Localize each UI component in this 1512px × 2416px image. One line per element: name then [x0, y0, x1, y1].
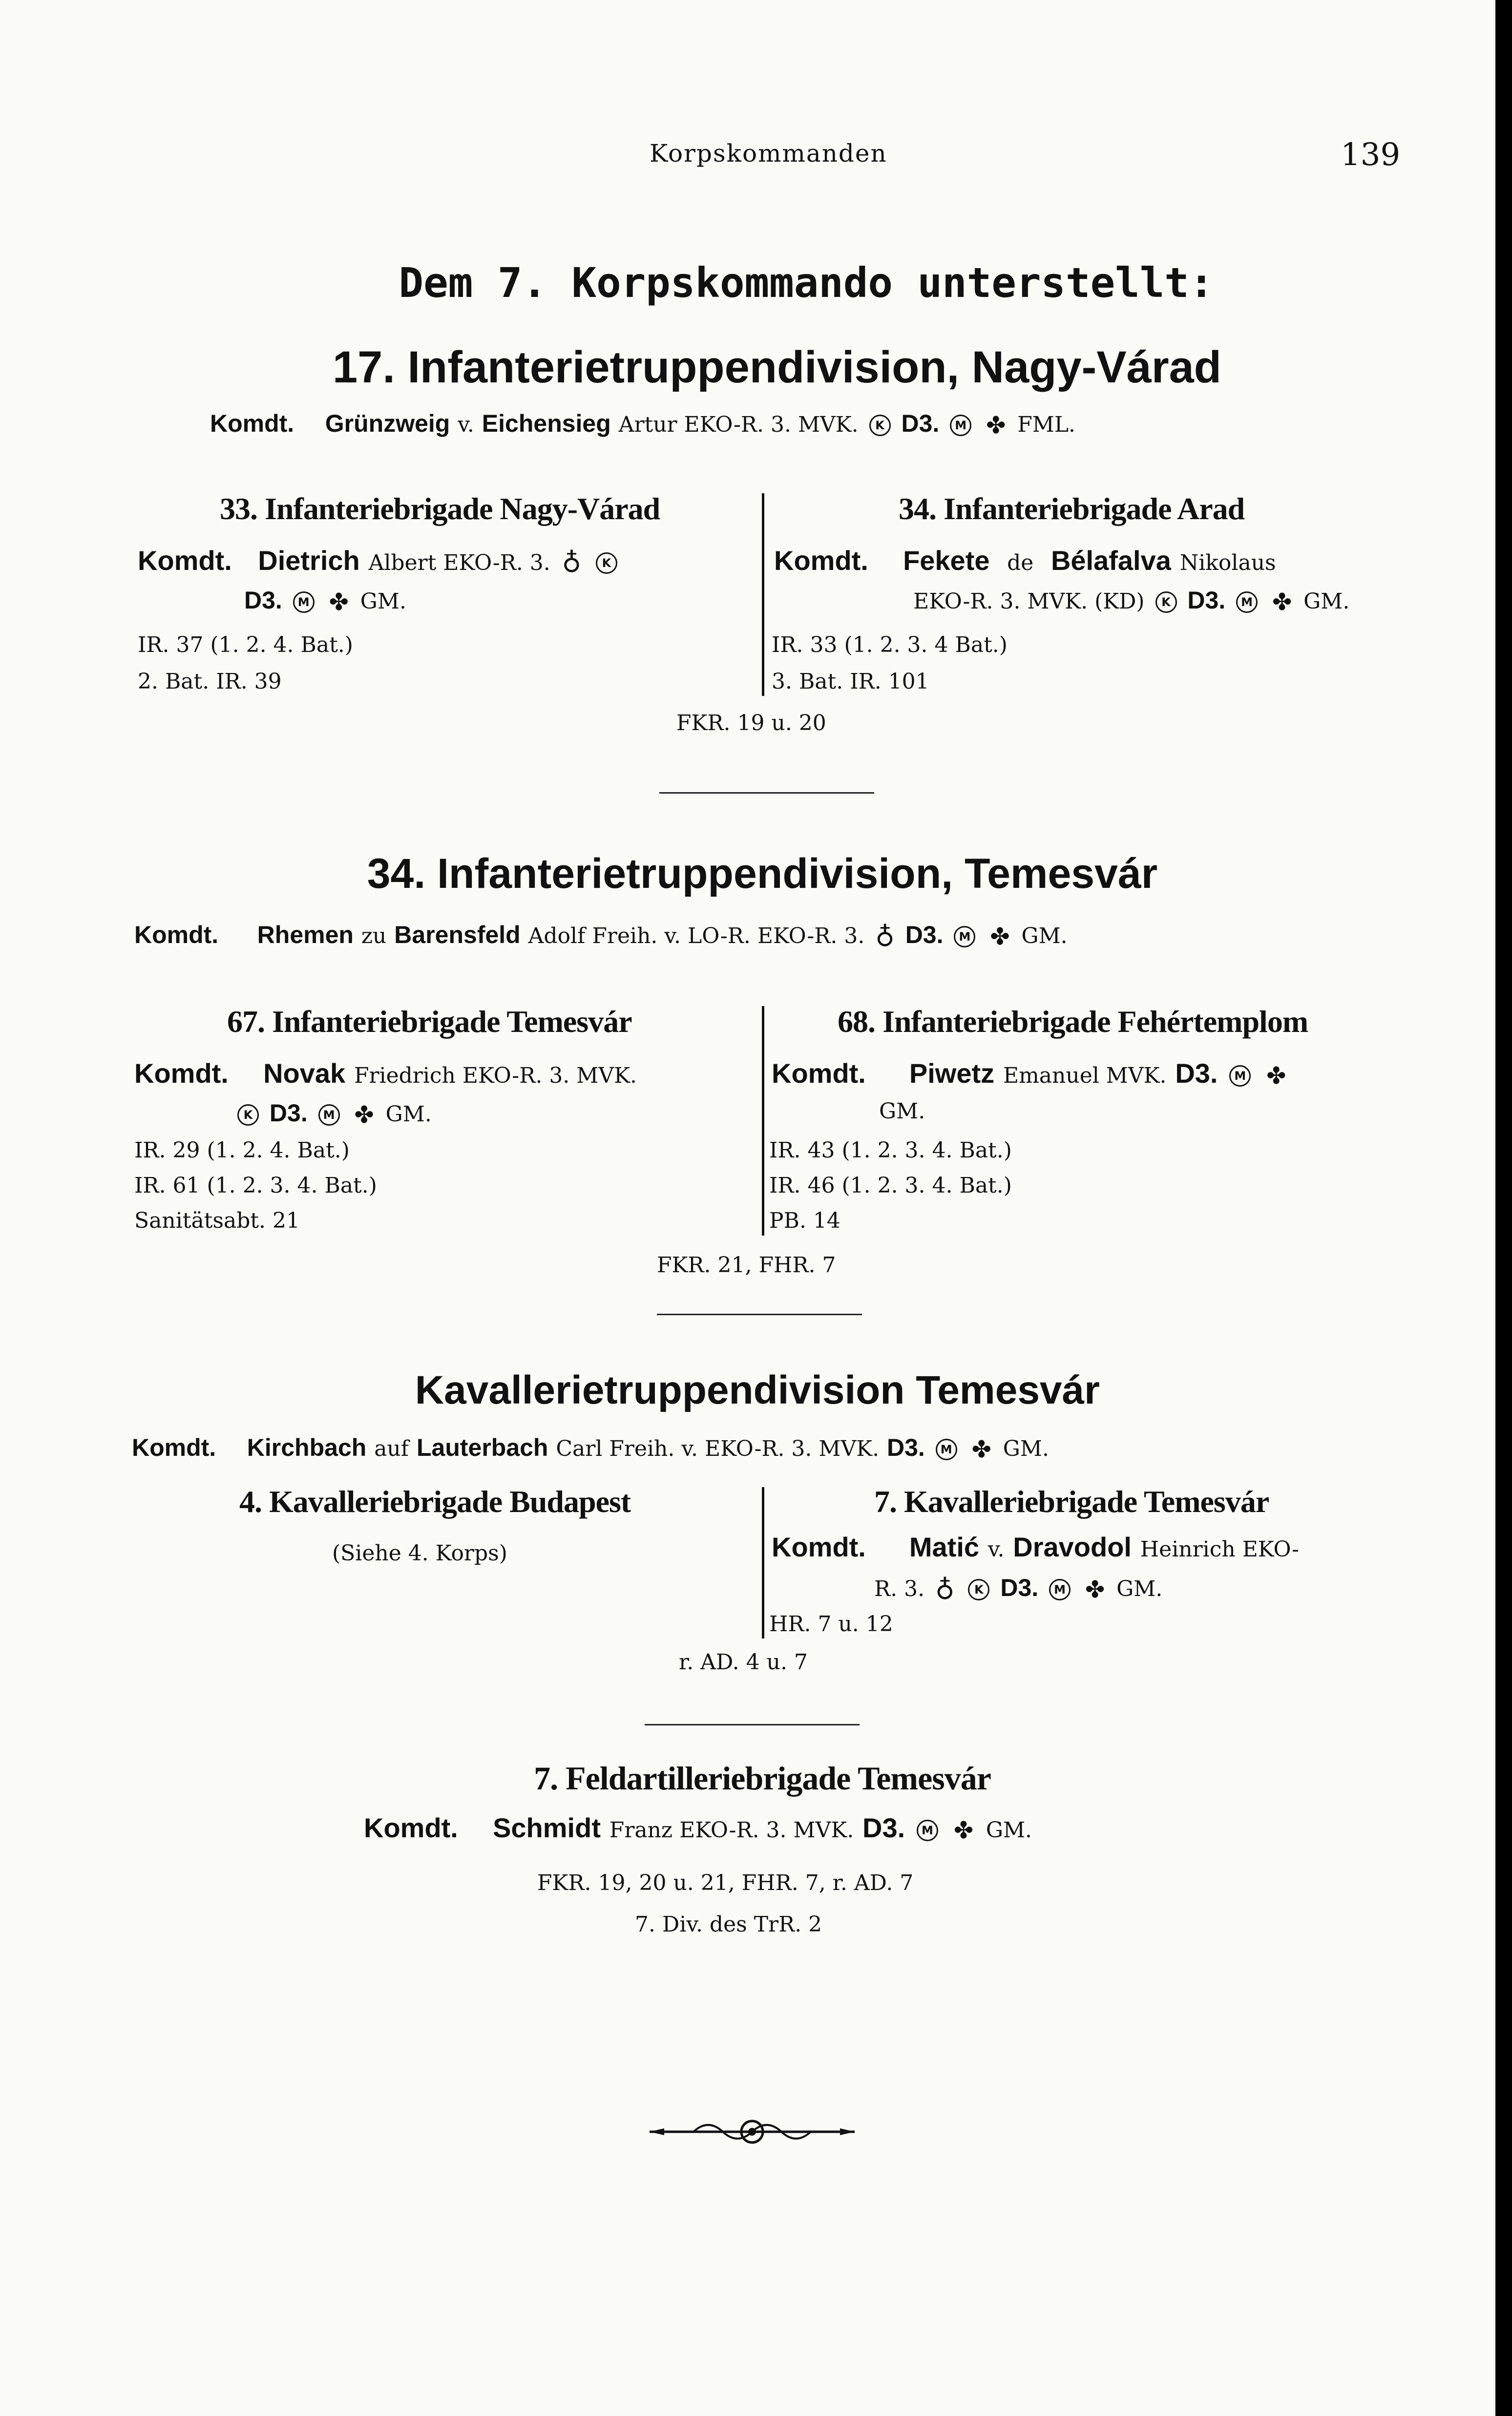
unit-line: 2. Bat. IR. 39	[138, 669, 282, 694]
unit-line: IR. 29 (1. 2. 4. Bat.)	[134, 1138, 350, 1163]
m-medal-icon: M	[954, 926, 975, 947]
div17-komdt	[210, 409, 1075, 439]
rank: D3.	[1175, 1058, 1218, 1089]
feld-title: 7. Feldartilleriebrigade Temesvár	[534, 1760, 991, 1797]
section-divider	[645, 1724, 860, 1725]
komdt-name: Rhemen	[257, 921, 354, 948]
komdt-end: GM.	[1116, 1576, 1163, 1601]
komdt-name: Kirchbach	[247, 1434, 367, 1461]
m-medal-icon: M	[1236, 591, 1258, 613]
brigade34-title: 34. Infanteriebrigade Arad	[899, 491, 1245, 526]
div34-footer: FKR. 21, FHR. 7	[657, 1253, 836, 1278]
rank: D3.	[1000, 1574, 1039, 1601]
komdt-end: GM.	[1021, 924, 1068, 948]
komdt-label: Komdt.	[132, 1434, 216, 1461]
komdt-rest: Emanuel MVK.	[1003, 1063, 1167, 1088]
particle: zu	[361, 924, 387, 948]
komdt-name: Grünzweig	[325, 410, 450, 437]
komdt-surname: Lauterbach	[416, 1434, 548, 1461]
komdt-end: GM.	[1003, 1436, 1049, 1461]
cross-icon: ✤	[1272, 588, 1292, 616]
komdt-end: GM.	[879, 1099, 925, 1124]
brigade33-title: 33. Infanteriebrigade Nagy-Várad	[220, 491, 660, 526]
komdt-name: Piwetz	[909, 1058, 995, 1089]
komdt-rest: R. 3.	[874, 1576, 925, 1601]
order-ribbon-icon: ♁	[875, 921, 895, 952]
rank: D3.	[901, 410, 940, 437]
komdt-rest: Artur EKO-R. 3. MVK.	[618, 412, 859, 437]
m-medal-icon: M	[293, 591, 315, 613]
komdt-rest: Albert EKO-R. 3.	[368, 550, 550, 575]
unit-line: IR. 43 (1. 2. 3. 4. Bat.)	[769, 1138, 1012, 1163]
k-medal-icon: K	[237, 1104, 259, 1126]
div17-footer: FKR. 19 u. 20	[676, 711, 826, 735]
rank: D3.	[862, 1812, 905, 1843]
unit-line: 3. Bat. IR. 101	[772, 669, 929, 694]
komdt-name: Dietrich	[258, 545, 360, 576]
komdt-label: Komdt.	[364, 1812, 458, 1843]
m-medal-icon: M	[1229, 1065, 1251, 1087]
kav-title: Kavallerietruppendivision Temesvár	[415, 1368, 1100, 1412]
kav-footer: r. AD. 4 u. 7	[679, 1650, 808, 1675]
unit-line: IR. 46 (1. 2. 3. 4. Bat.)	[769, 1173, 1012, 1198]
running-header: Korpskommanden	[650, 139, 887, 168]
komdt-end: GM.	[360, 589, 406, 614]
unit-line: IR. 33 (1. 2. 3. 4 Bat.)	[772, 632, 1008, 657]
komdt-end: GM.	[986, 1818, 1032, 1843]
feld-komdt	[364, 1812, 1032, 1844]
komdt-label: Komdt.	[134, 921, 219, 948]
komdt-surname: Barensfeld	[394, 921, 521, 948]
komdt-first: Nikolaus	[1179, 550, 1276, 575]
m-medal-icon: M	[950, 415, 971, 436]
unit-line: IR. 37 (1. 2. 4. Bat.)	[138, 632, 353, 657]
cross-icon: ✤	[953, 1816, 974, 1844]
particle: v.	[458, 412, 474, 437]
unit-line: PB. 14	[769, 1208, 840, 1233]
cross-icon: ✤	[986, 412, 1006, 439]
unit-line: HR. 7 u. 12	[769, 1612, 893, 1637]
rank: D3.	[269, 1099, 308, 1127]
komdt-surname: Eichensieg	[482, 410, 611, 437]
komdt-end: GM.	[385, 1102, 432, 1127]
unit-line: Sanitätsabt. 21	[134, 1208, 300, 1233]
k-medal-icon: K	[968, 1579, 989, 1600]
k-medal-icon: K	[596, 552, 617, 574]
komdt-label: Komdt.	[210, 410, 294, 437]
komdt-end: GM.	[1303, 589, 1350, 614]
kav-brigade7-title: 7. Kavalleriebrigade Temesvár	[874, 1484, 1269, 1519]
komdt-rest: Heinrich EKO-	[1140, 1537, 1300, 1562]
cross-icon: ✤	[971, 1436, 991, 1463]
kav-komdt	[132, 1433, 1049, 1463]
komdt-surname: Bélafalva	[1050, 545, 1171, 576]
komdt-end: FML.	[1017, 412, 1076, 437]
komdt-rest: Friedrich EKO-R. 3. MVK.	[354, 1063, 637, 1088]
komdt-name: Matić	[909, 1532, 980, 1562]
brigade68-komdt	[772, 1057, 1290, 1090]
kav-brigade4-title: 4. Kavalleriebrigade Budapest	[239, 1484, 631, 1519]
komdt-label: Komdt.	[138, 545, 232, 576]
m-medal-icon: M	[1049, 1579, 1071, 1600]
particle: v.	[987, 1537, 1005, 1562]
rank: D3.	[1187, 587, 1226, 614]
rank: D3.	[244, 587, 282, 614]
section-divider	[659, 792, 874, 794]
order-ribbon-icon: ♁	[935, 1574, 955, 1605]
brigade67-title: 67. Infanteriebrigade Temesvár	[227, 1004, 632, 1039]
div17-title: 17. Infanterietruppendivision, Nagy-Várad	[333, 342, 1221, 392]
kav-brigade7-komdt-line2	[874, 1574, 1162, 1605]
brigade67-komdt-line2	[234, 1099, 432, 1129]
cross-icon: ✤	[1266, 1062, 1286, 1090]
komdt-rest: Carl Freih. v. EKO-R. 3. MVK.	[556, 1436, 880, 1461]
komdt-rest: EKO-R. 3. MVK. (KD)	[913, 589, 1145, 614]
m-medal-icon: M	[917, 1820, 938, 1841]
section-divider	[657, 1314, 862, 1315]
brigade67-komdt	[134, 1057, 637, 1090]
komdt-label: Komdt.	[772, 1532, 866, 1562]
kav-brigade7-komdt	[772, 1531, 1299, 1563]
column-divider	[762, 1487, 764, 1639]
kav-brigade4-note: (Siehe 4. Korps)	[332, 1541, 507, 1566]
particle: de	[1007, 550, 1034, 575]
div34-title: 34. Infanterietruppendivision, Temesvár	[367, 850, 1158, 897]
komdt-label: Komdt.	[774, 545, 868, 576]
brigade33-komdt	[138, 545, 620, 578]
brigade34-komdt	[774, 545, 1276, 577]
m-medal-icon: M	[318, 1104, 340, 1126]
cross-icon: ✤	[354, 1101, 374, 1129]
komdt-name: Novak	[263, 1058, 346, 1089]
komdt-name: Fekete	[903, 545, 990, 576]
cross-icon: ✤	[1085, 1576, 1105, 1603]
rank: D3.	[887, 1434, 925, 1461]
feld-units: FKR. 19, 20 u. 21, FHR. 7, r. AD. 7	[537, 1870, 914, 1895]
k-medal-icon: K	[869, 415, 891, 436]
cross-icon: ✤	[329, 588, 349, 616]
feld-division: 7. Div. des TrR. 2	[635, 1912, 822, 1937]
column-divider	[762, 493, 764, 696]
komdt-label: Komdt.	[772, 1058, 866, 1089]
brigade33-komdt-line2	[244, 586, 406, 616]
komdt-name: Schmidt	[493, 1812, 601, 1843]
komdt-surname: Dravodol	[1013, 1532, 1132, 1562]
brigade68-title: 68. Infanteriebrigade Fehértemplom	[838, 1004, 1308, 1039]
komdt-rest: Franz EKO-R. 3. MVK.	[609, 1818, 854, 1843]
cross-icon: ✤	[990, 923, 1010, 950]
particle: auf	[374, 1436, 409, 1461]
komdt-label: Komdt.	[134, 1058, 229, 1089]
div34-komdt	[134, 921, 1068, 952]
column-divider	[762, 1006, 764, 1236]
end-ornament-icon	[650, 2110, 855, 2154]
rank: D3.	[905, 921, 944, 948]
order-ribbon-icon: ♁	[562, 547, 582, 578]
m-medal-icon: M	[936, 1439, 957, 1460]
k-medal-icon: K	[1155, 591, 1177, 613]
page-number: 139	[1341, 137, 1401, 173]
brigade34-komdt-line2	[913, 586, 1349, 616]
komdt-rest: Adolf Freih. v. LO-R. EKO-R. 3.	[528, 924, 865, 948]
unit-line: IR. 61 (1. 2. 3. 4. Bat.)	[134, 1173, 377, 1198]
main-heading: Dem 7. Korpskommando unterstellt:	[399, 259, 1214, 307]
